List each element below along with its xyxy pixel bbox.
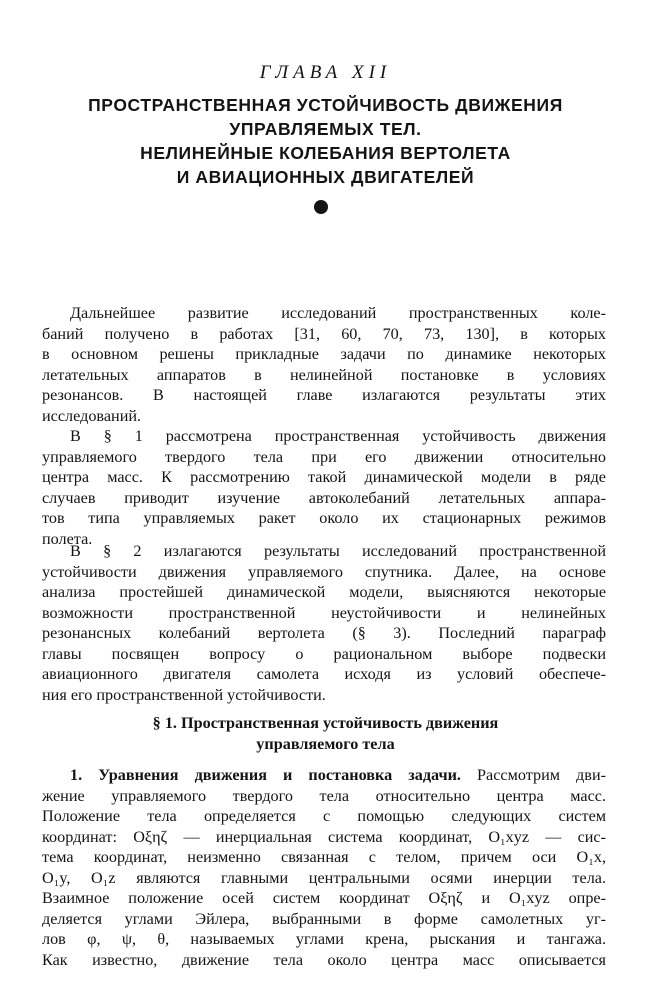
section-heading-line-1: § 1. Пространственная устойчивость движения bbox=[152, 714, 499, 732]
text-line bbox=[42, 765, 606, 786]
text-line: устойчивости движения управляемого спутника. Далее, на основе bbox=[42, 562, 606, 581]
chapter-title-line-3: НЕЛИНЕЙНЫЕ КОЛЕБАНИЯ ВЕРТОЛЕТА bbox=[140, 143, 511, 163]
text-line: Дальнейшее развитие исследований пространственных коле- bbox=[70, 304, 606, 322]
text-line: В § 2 излагаются результаты исследований пространственной bbox=[70, 542, 606, 560]
text-line: исследований. bbox=[42, 406, 142, 425]
chapter-label: ГЛАВА XII bbox=[259, 62, 392, 83]
text-line: в основном решены прикладные задачи по динамике некоторых bbox=[42, 345, 606, 363]
chapter-title-line-4: И АВИАЦИОННЫХ ДВИГАТЕЛЕЙ bbox=[176, 167, 475, 187]
text-line: ния его пространственной устойчивости. bbox=[42, 685, 326, 704]
text-line: главы посвящен вопросу о рациональном выборе подвески bbox=[42, 644, 606, 663]
text-line: Взаимное положение осей систем координат Oξηζ и O₁xyz опре- bbox=[42, 889, 606, 907]
section-body bbox=[42, 765, 606, 970]
text-line: случаев приводит изучение автоколебаний летательных аппара- bbox=[42, 488, 606, 507]
text-line: авиационного двигателя самолета исходя из условий обеспече- bbox=[42, 665, 606, 683]
section-heading-line-2: управляемого тела bbox=[256, 735, 395, 753]
text-line: жение управляемого твердого тела относительно центра масс. bbox=[42, 786, 606, 805]
text-line: координат: Oξηζ — инерциальная система координат, O₁xyz — сис- bbox=[42, 827, 606, 846]
text-line: полета. bbox=[42, 529, 93, 548]
text-line: резонансных колебаний вертолета (§ 3). Последний параграф bbox=[42, 624, 606, 642]
text-line: резонансов. В настоящей главе излагаются результаты этих bbox=[42, 386, 606, 404]
intro-paragraph-1 bbox=[42, 303, 606, 426]
text-line: управляемого твердого тела при его движении относительно bbox=[42, 447, 606, 466]
text-line: центра масс. К рассмотрению такой динамической модели в ряде bbox=[42, 468, 606, 486]
subsection-title: 1. Уравнения движения и постановка задачи. bbox=[70, 766, 461, 784]
chapter-ornament-dot bbox=[314, 200, 328, 214]
text-line: возможности пространственной неустойчивости и нелинейных bbox=[42, 603, 606, 622]
intro-paragraph-3 bbox=[42, 541, 606, 705]
text-line: лов φ, ψ, θ, называемых углами крена, рыскания и тангажа. bbox=[42, 930, 606, 948]
text-line: анализа простейшей динамической модели, выясняются некоторые bbox=[42, 583, 606, 601]
chapter-title-line-1: ПРОСТРАНСТВЕННАЯ УСТОЙЧИВОСТЬ ДВИЖЕНИЯ bbox=[88, 95, 563, 115]
section-heading bbox=[40, 713, 611, 755]
text-line: деляется углами Эйлера, выбранными в форме самолетных уг- bbox=[42, 909, 606, 928]
text-line: O₁y, O₁z являются главными центральными осями инерции тела. bbox=[42, 868, 606, 887]
text-line: Положение тела определяется с помощью следующих систем bbox=[42, 807, 606, 825]
text-line: тов типа управляемых ракет около их стационарных режимов bbox=[42, 509, 606, 527]
chapter-title-line-2: УПРАВЛЯЕМЫХ ТЕЛ. bbox=[229, 119, 422, 139]
text-line: В § 1 рассмотрена пространственная устойчивость движения bbox=[70, 427, 606, 445]
subsection-first-line-rest: Рассмотрим дви- bbox=[477, 766, 606, 784]
intro-paragraph-2 bbox=[42, 426, 606, 549]
text-line: баний получено в работах [31, 60, 70, 73, 130], в которых bbox=[42, 324, 606, 343]
text-line: тема координат, неизменно связанная с телом, причем оси O₁x, bbox=[42, 848, 606, 866]
text-line: Как известно, движение тела около центра масс описывается bbox=[42, 950, 606, 969]
chapter-title bbox=[40, 93, 611, 189]
text-line: летательных аппаратов в нелинейной постановке в условиях bbox=[42, 365, 606, 384]
